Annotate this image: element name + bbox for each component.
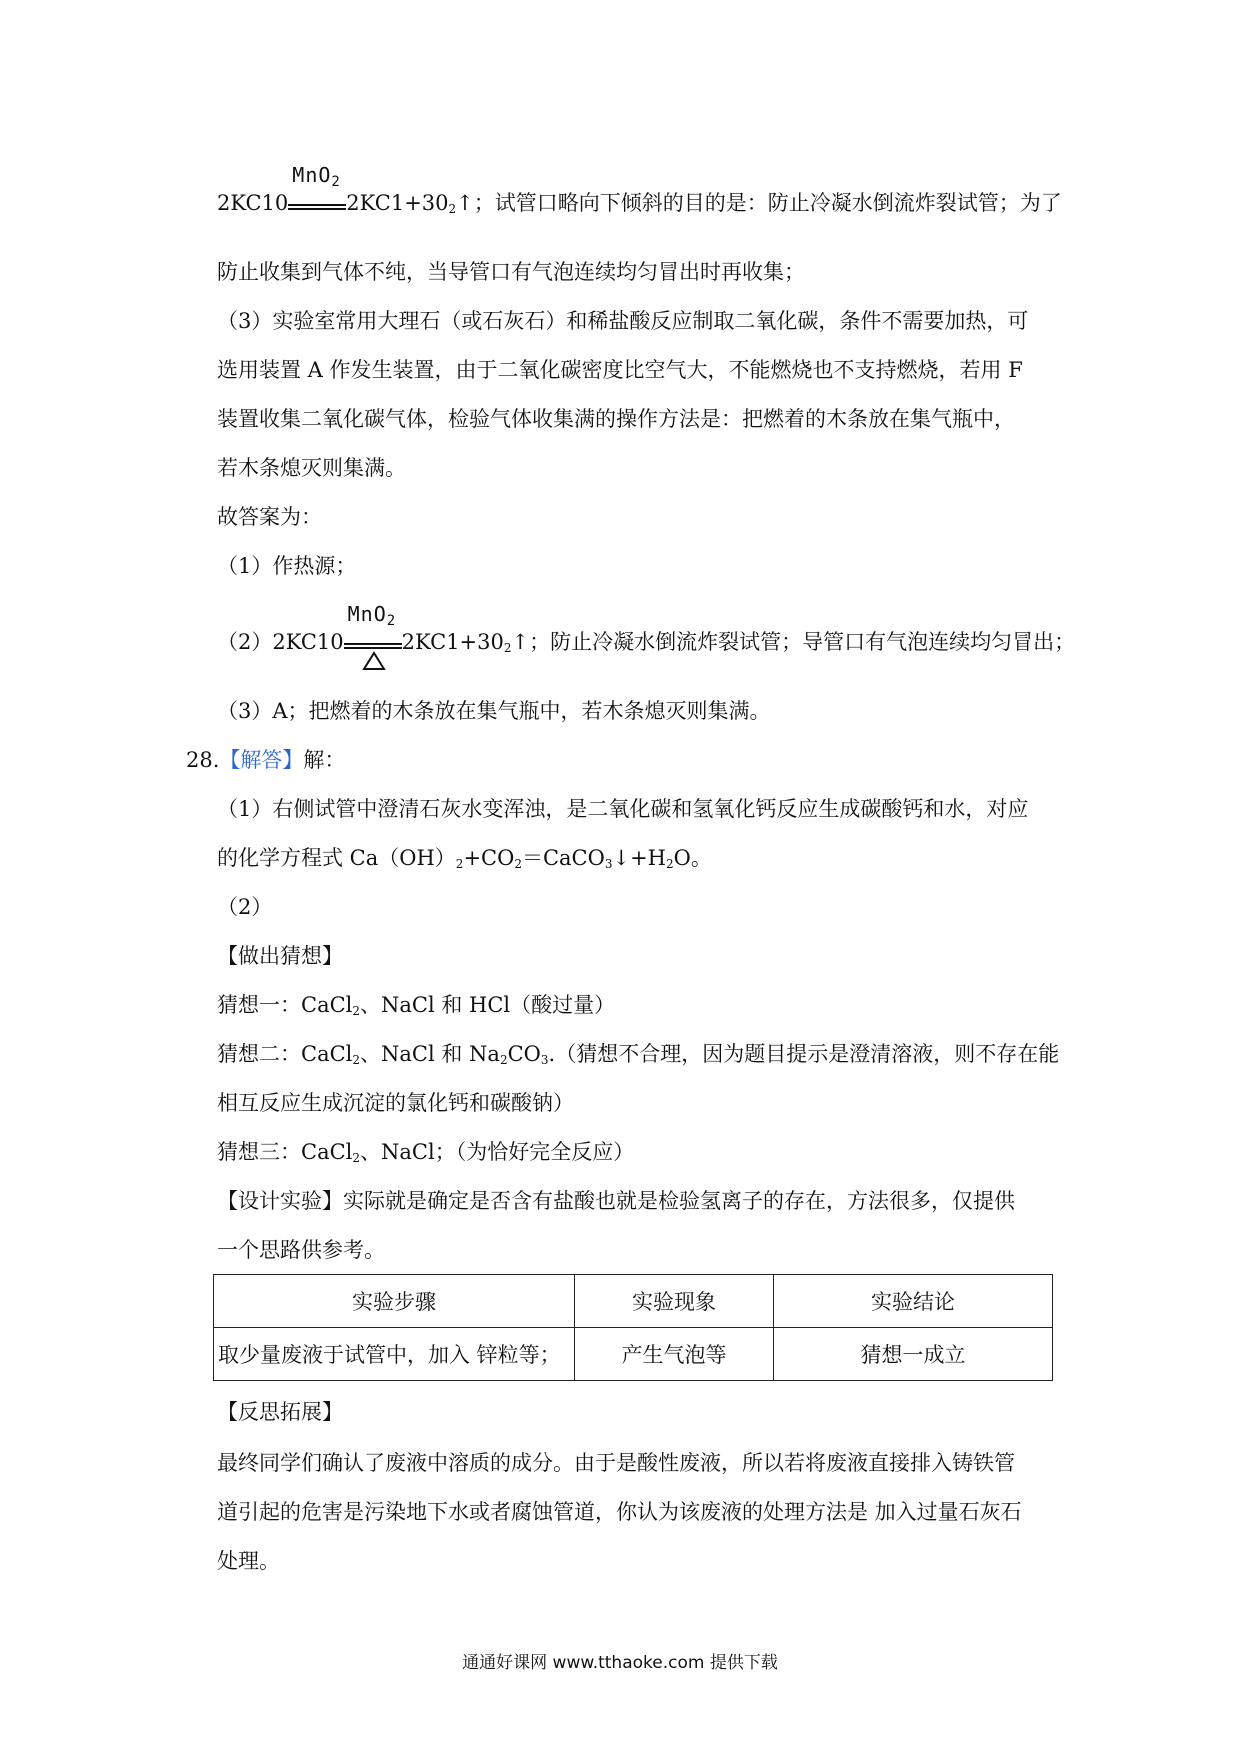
table-cell: 产生气泡等: [575, 1328, 774, 1381]
eq1-reactant: 2KC10: [217, 191, 289, 215]
eq1-catalyst: MnO: [292, 162, 332, 187]
table-cell: 取少量废液于试管中，加入 锌粒等；: [214, 1328, 575, 1381]
eq1-rest: ↑；试管口略向下倾斜的目的是：防止冷凝水倒流炸裂试管；为了: [456, 191, 1062, 215]
text-line-12: （1）右侧试管中澄清石灰水变浑浊，是二氧化碳和氢氧化钙反应生成碳酸钙和水，对应: [217, 797, 1029, 821]
eq1-product: 2KC1+30: [346, 191, 449, 215]
text-line-23: 最终同学们确认了废液中溶质的成分。由于是酸性废液，所以若将废液直接排入铸铁管: [217, 1451, 1015, 1475]
eq2-reactant: （2）2KC10: [217, 630, 344, 654]
table-header-row: [214, 1275, 1053, 1328]
text-line-8: （1）作热源；: [217, 554, 357, 578]
text-line-4: 选用装置 A 作发生装置，由于二氧化碳密度比空气大，不能燃烧也不支持燃烧，若用 F: [217, 358, 1023, 382]
section-design: 【设计实验】实际就是确定是否含有盐酸也就是检验氢离子的存在，方法很多，仅提供: [217, 1189, 1015, 1213]
text-line-10: （3）A；把燃着的木条放在集气瓶中，若木条熄灭则集满。: [217, 699, 771, 723]
text-line-24: 道引起的危害是污染地下水或者腐蚀管道，你认为该废液的处理方法是 加入过量石灰石: [217, 1500, 1022, 1524]
experiment-table: [213, 1274, 1053, 1381]
text-line-3: （3）实验室常用大理石（或石灰石）和稀盐酸反应制取二氧化碳，条件不需要加热，可: [217, 309, 1029, 333]
eq2-catalyst-sub: 2: [386, 612, 397, 629]
equation-line-2: [217, 601, 1076, 663]
answer-intro: 解：: [303, 748, 346, 772]
eq2-product: 2KC1+30: [401, 630, 504, 654]
text-line-6: 若木条熄灭则集满。: [217, 456, 406, 480]
table-header: 实验步骤: [214, 1275, 575, 1328]
text-line-18: 相互反应生成沉淀的氯化钙和碳酸钠）: [217, 1091, 574, 1115]
section-reflection: 【反思拓展】: [217, 1400, 343, 1424]
table-row: [214, 1328, 1053, 1381]
page-footer: 通通好课网 www.tthaoke.com 提供下载: [462, 1653, 778, 1673]
table-cell: 猜想一成立: [774, 1328, 1053, 1381]
eq2-product-sub: 2: [503, 641, 512, 655]
eq1-condition: [288, 162, 346, 220]
text-line-2: 防止收集到气体不纯，当导管口有气泡连续均匀冒出时再收集；: [217, 260, 805, 284]
table-header: 实验现象: [575, 1275, 774, 1328]
eq2-catalyst: MnO: [347, 601, 387, 626]
eq1-product-sub: 2: [448, 202, 457, 216]
hypothesis-2: 猜想二：CaCl$_2$、NaCl 和 $Na_2CO_3$.（猜想不合理，因为题目提示是澄清溶液，则不存在能: [217, 1042, 1060, 1067]
eq2-condition: [344, 601, 402, 659]
question-28-header: [186, 745, 345, 775]
hypothesis-3: 猜想三：CaCl$_2$、NaCl；（为恰好完全反应）: [217, 1140, 635, 1165]
text-line-14: （2）: [217, 895, 273, 919]
section-hypothesis: 【做出猜想】: [217, 944, 343, 968]
heat-triangle-icon: [362, 651, 386, 671]
eq2-rest: ↑；防止冷凝水倒流炸裂试管；导管口有气泡连续均匀冒出；: [511, 630, 1076, 654]
table-header: 实验结论: [774, 1275, 1053, 1328]
text-line-21: 一个思路供参考。: [217, 1238, 385, 1262]
eq1-catalyst-sub: 2: [331, 173, 341, 190]
equation-line-3: 的化学方程式 $Ca(OH)_2+CO_2=CaCO_3↓+H_2O$。: [217, 846, 712, 871]
equation-line-1: [217, 162, 1062, 224]
question-number: 28.: [186, 748, 220, 772]
text-line-25: 处理。: [217, 1549, 280, 1573]
text-line-5: 装置收集二氧化碳气体，检验气体收集满的操作方法是：把燃着的木条放在集气瓶中，: [217, 407, 1015, 431]
text-line-7: 故答案为：: [217, 505, 322, 529]
answer-tag: 【解答】: [219, 748, 304, 772]
hypothesis-1: 猜想一：CaCl$_2$、NaCl 和 HCl（酸过量）: [217, 993, 616, 1018]
